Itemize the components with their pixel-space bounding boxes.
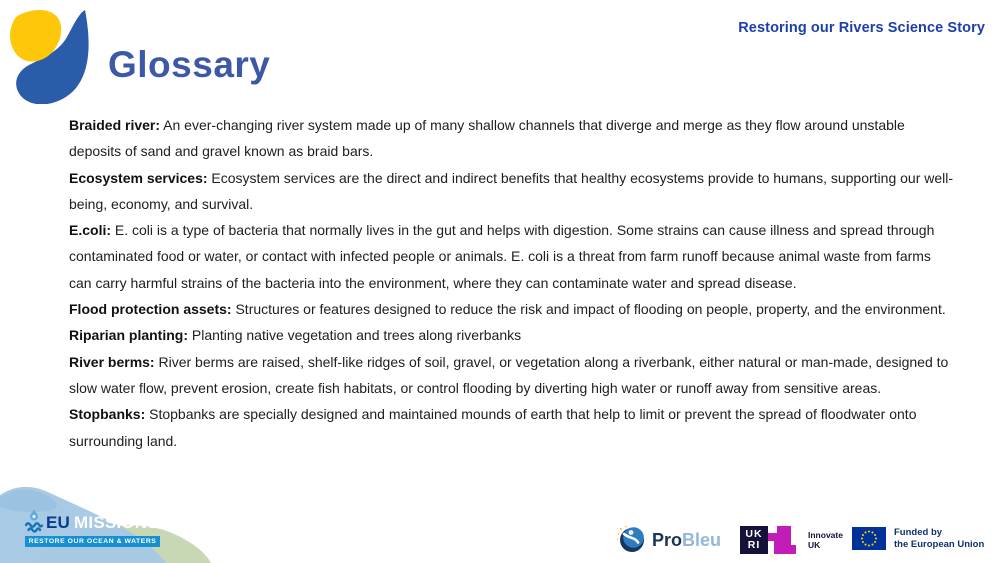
eu-funding-line1: Funded by xyxy=(894,527,943,538)
eu-missions-missions: MISSIONS xyxy=(74,513,159,532)
innovate-line2: UK xyxy=(808,540,821,550)
glossary-definition: Structures or features designed to reduce the risk and impact of flooding on people, property, and the environment. xyxy=(231,301,946,318)
glossary-entry xyxy=(69,112,955,165)
glossary-term: River berms: xyxy=(69,353,155,370)
slide-logo-icon xyxy=(6,6,98,104)
page-title: Glossary xyxy=(108,44,271,85)
glossary-entry xyxy=(69,349,955,402)
ukri-icon xyxy=(740,526,768,554)
probleu-logo xyxy=(616,525,721,555)
glossary-entry xyxy=(69,322,955,348)
eu-funding-text xyxy=(894,527,984,550)
probleu-wordmark xyxy=(652,530,721,551)
probleu-icon xyxy=(616,525,646,555)
glossary-entry xyxy=(69,296,955,322)
probleu-bleu: Bleu xyxy=(682,529,722,550)
droplet-wave-icon xyxy=(25,509,43,535)
glossary-definition: E. coli is a type of bacteria that normally lives in the gut and helps with digestion. Some strains can cause illness and spread through contaminated food or water, or contact with infected people or animals. E. coli is a threat from farm runoff because animal waste from farms can carry harmful strains of the bacteria into the environment, where they can contaminate water and spread disease. xyxy=(69,222,935,291)
innovate-line1: Innovate xyxy=(808,530,843,540)
glossary-term: Ecosystem services: xyxy=(69,169,208,186)
eu-missions-eu: EU xyxy=(46,513,71,532)
glossary-definition: River berms are raised, shelf-like ridges of soil, gravel, or vegetation along a riverbank, either natural or man-made, designed to slow water flow, prevent erosion, create fish habitats, or control flooding by diverting high water or runoff away from sensitive areas. xyxy=(69,353,949,396)
glossary-entry xyxy=(69,401,955,454)
eu-missions-banner: RESTORE OUR OCEAN & WATERS xyxy=(25,536,160,547)
glossary-entry xyxy=(69,217,955,296)
glossary-term: Flood protection assets: xyxy=(69,301,232,318)
glossary-definition: Stopbanks are specially designed and maintained mounds of earth that help to limit or prevent the spread of floodwater onto surrounding land. xyxy=(69,406,917,449)
innovate-uk-wordmark xyxy=(808,530,843,550)
glossary-term: Braided river: xyxy=(69,117,161,133)
glossary-text xyxy=(69,112,955,454)
ukri-uk: UK xyxy=(745,528,763,540)
ukri-spark-icon xyxy=(768,526,798,554)
ukri-ri: RI xyxy=(747,539,761,551)
ukri-logo xyxy=(740,526,843,554)
glossary-entry xyxy=(69,165,955,218)
glossary-definition: Planting native vegetation and trees along riverbanks xyxy=(188,327,522,344)
glossary-definition: Ecosystem services are the direct and indirect benefits that healthy ecosystems provide to humans, supporting our well-being, economy, and survival. xyxy=(69,169,954,212)
glossary-term: E.coli: xyxy=(69,222,112,239)
eu-missions-wordmark xyxy=(46,513,159,533)
glossary-term: Riparian planting: xyxy=(69,327,188,344)
glossary-term: Stopbanks: xyxy=(69,406,146,423)
eu-funding-logo xyxy=(852,527,984,550)
glossary-definition: An ever-changing river system made up of many shallow channels that diverge and merge as they flow around unstable deposits of sand and gravel known as braid bars. xyxy=(69,117,905,160)
eu-funding-line2: the European Union xyxy=(894,538,985,550)
probleu-pro: Pro xyxy=(652,529,683,550)
eu-flag-icon xyxy=(852,527,886,550)
slide-kicker: Restoring our Rivers Science Story xyxy=(738,20,985,36)
